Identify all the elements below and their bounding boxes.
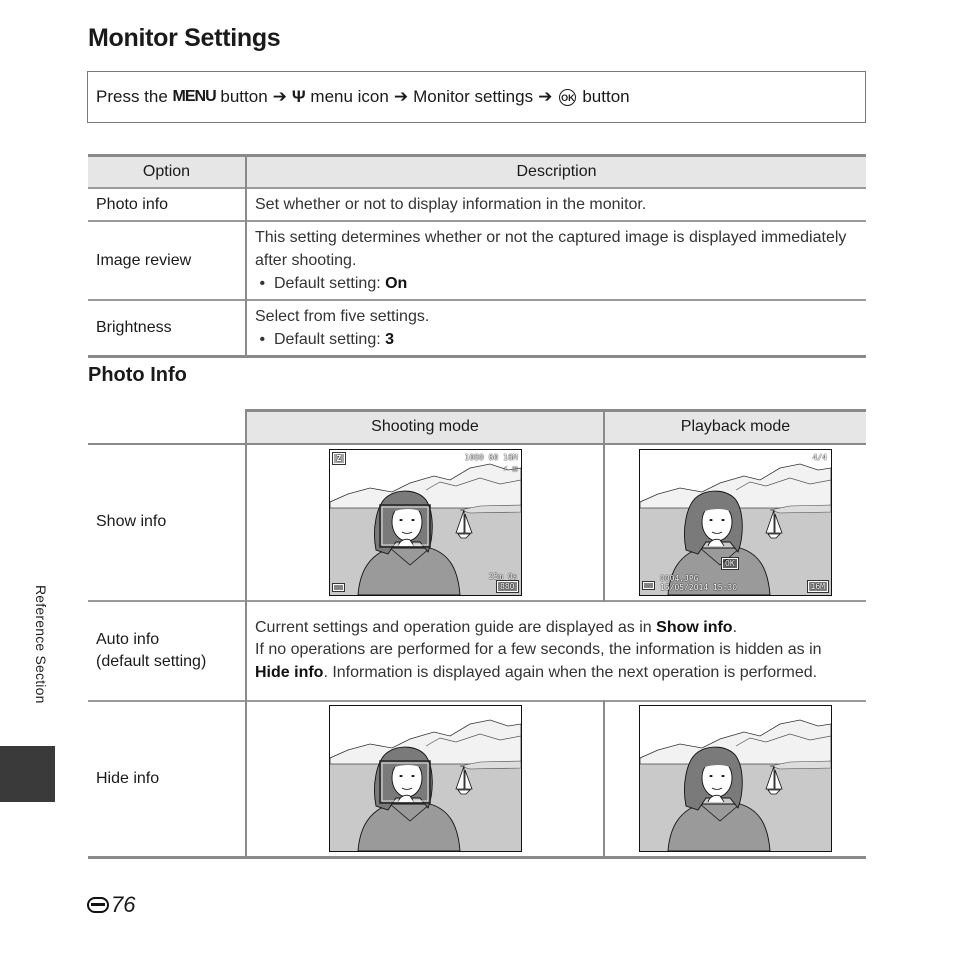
default-value: On bbox=[385, 274, 408, 292]
battery-icon bbox=[333, 584, 344, 591]
default-setting: • Default setting: 3 bbox=[255, 330, 395, 348]
section-subtitle: Photo Info bbox=[88, 364, 187, 386]
shooting-hide-info-screenshot bbox=[329, 705, 522, 852]
default-value: 3 bbox=[385, 330, 395, 348]
default-setting: • Default setting: On bbox=[255, 274, 408, 292]
table-row bbox=[88, 221, 866, 300]
menu-button-icon: MENU bbox=[172, 88, 216, 105]
photo-info-table bbox=[88, 409, 866, 859]
page-title: Monitor Settings bbox=[88, 24, 281, 52]
recording-time: 25m 0s bbox=[488, 571, 518, 581]
arrow-right-icon: ➔ bbox=[272, 87, 287, 106]
side-tab-marker bbox=[0, 746, 55, 802]
monitor-settings-text: Monitor settings bbox=[413, 87, 534, 106]
recording-date: 15/05/2014 15:30 bbox=[660, 582, 738, 592]
button-end-text: button bbox=[582, 87, 630, 106]
playback-mode-header: Playback mode bbox=[604, 411, 866, 444]
image-size-indicator: 1080 60 16M bbox=[464, 452, 518, 462]
option-description: Select from five settings. bbox=[255, 307, 430, 325]
playback-show-info-screenshot bbox=[639, 449, 832, 596]
shooting-mode-icon: Z bbox=[333, 453, 346, 464]
flash-icon: ⚡ ◫ bbox=[503, 463, 518, 473]
auto-info-description: Current settings and operation guide are displayed as in Show info. If no operations are performed for a few seconds, the information is hidden as in Hide info. Information is displayed again when the next operation is performed. bbox=[246, 601, 866, 701]
hide-info-label: Hide info bbox=[88, 701, 246, 858]
arrow-right-icon: ➔ bbox=[393, 87, 409, 106]
image-size-badge: 16M bbox=[808, 581, 828, 592]
reference-section-icon bbox=[87, 897, 109, 913]
image-counter: 4/4 bbox=[812, 452, 827, 462]
battery-icon bbox=[643, 582, 654, 589]
press-the-text: Press the bbox=[96, 87, 168, 106]
wrench-icon: Ψ bbox=[291, 87, 306, 106]
option-name: Brightness bbox=[88, 300, 246, 357]
menu-path-box bbox=[87, 71, 866, 123]
table-row bbox=[88, 701, 866, 858]
auto-info-label: Auto info (default setting) bbox=[88, 601, 246, 701]
table-row bbox=[88, 300, 866, 357]
option-description: This setting determines whether or not the captured image is displayed immediately after shooting. bbox=[255, 228, 847, 269]
options-table bbox=[88, 154, 866, 358]
button-text: button bbox=[220, 87, 268, 106]
ok-button-icon: OK bbox=[559, 89, 576, 106]
file-name: 0004.JPG bbox=[660, 573, 699, 583]
page-number: 76 bbox=[87, 892, 135, 918]
ok-guide-icon: OK bbox=[722, 558, 738, 569]
menu-icon-text: menu icon bbox=[310, 87, 389, 106]
option-description: Set whether or not to display information in the monitor. bbox=[246, 188, 866, 221]
playback-hide-info-screenshot bbox=[639, 705, 832, 852]
option-name: Image review bbox=[88, 221, 246, 300]
description-header: Description bbox=[246, 156, 866, 188]
side-tab-label: Reference Section bbox=[33, 585, 49, 704]
shooting-show-info-screenshot bbox=[329, 449, 522, 596]
option-name: Photo info bbox=[88, 188, 246, 221]
table-row bbox=[88, 188, 866, 221]
exposures-remaining: 880 bbox=[497, 581, 517, 592]
option-header: Option bbox=[88, 156, 246, 188]
table-row bbox=[88, 444, 866, 601]
arrow-right-icon: ➔ bbox=[538, 87, 553, 106]
shooting-mode-header: Shooting mode bbox=[246, 411, 604, 444]
show-info-label: Show info bbox=[88, 444, 246, 601]
table-row bbox=[88, 601, 866, 701]
